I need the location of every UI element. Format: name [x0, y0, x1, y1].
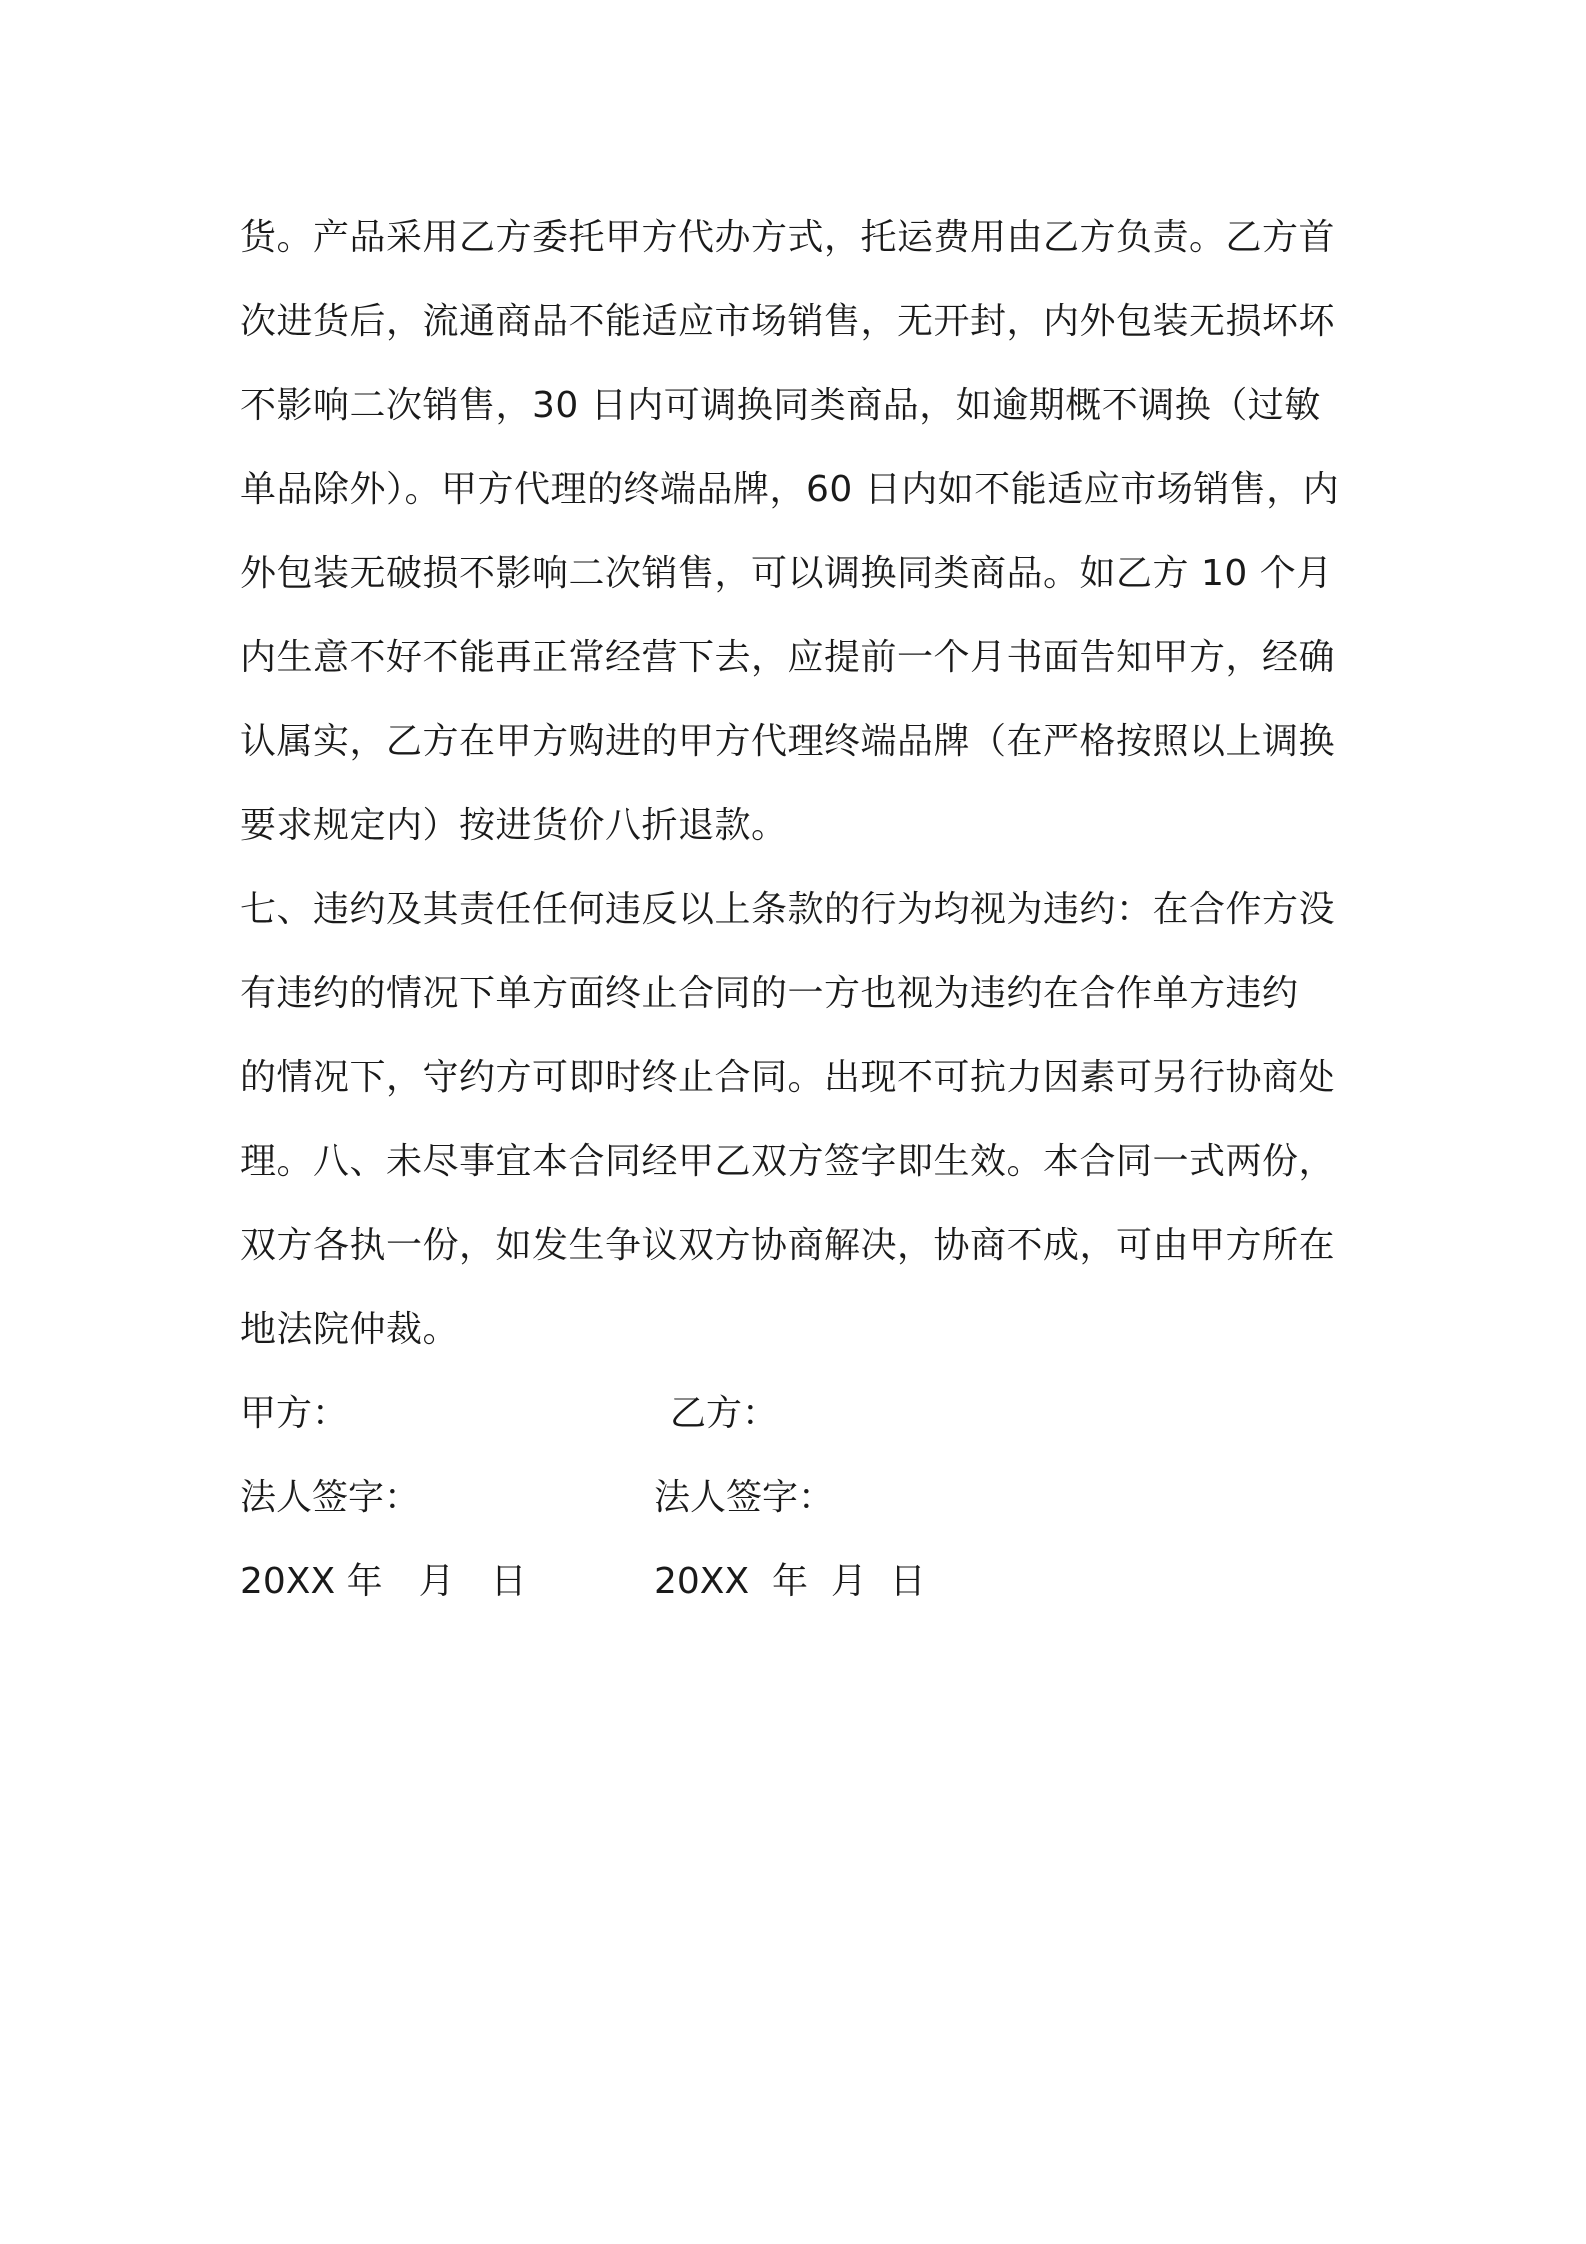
body-line: 货。产品采用乙方委托甲方代办方式，托运费用由乙方负责。乙方首	[240, 217, 1336, 258]
body-line: 有违约的情况下单方面终止合同的一方也视为违约在合作单方违约	[240, 973, 1299, 1014]
party-row	[240, 1372, 1356, 1456]
body-line: 的情况下，守约方可即时终止合同。出现不可抗力因素可另行协商处	[240, 1057, 1336, 1098]
date-row	[240, 1540, 1356, 1624]
signer-b-label: 法人签字：	[654, 1477, 835, 1518]
body-line: 认属实，乙方在甲方购进的甲方代理终端品牌（在严格按照以上调换	[240, 721, 1336, 762]
body-line: 地法院仲裁。	[240, 1309, 460, 1350]
signer-a-label: 法人签字：	[240, 1477, 421, 1518]
signer-row	[240, 1456, 1356, 1540]
body-line: 次进货后，流通商品不能适应市场销售，无开封，内外包装无损坏坏	[240, 301, 1336, 342]
party-a-label: 甲方：	[240, 1393, 349, 1434]
body-line: 单品除外）。甲方代理的终端品牌，60 日内如不能适应市场销售，内	[240, 469, 1340, 510]
contract-body	[240, 196, 1356, 1624]
body-line: 不影响二次销售，30 日内可调换同类商品，如逾期概不调换（过敏	[240, 385, 1321, 426]
body-line: 理。八、未尽事宜本合同经甲乙双方签字即生效。本合同一式两份，	[240, 1141, 1336, 1182]
party-b-label: 乙方：	[670, 1393, 779, 1434]
date-b: 20XX 年 月 日	[654, 1561, 926, 1602]
body-line: 外包装无破损不影响二次销售，可以调换同类商品。如乙方 10 个月	[240, 553, 1333, 594]
body-line: 七、违约及其责任任何违反以上条款的行为均视为违约：在合作方没	[240, 889, 1336, 930]
date-a: 20XX 年 月 日	[240, 1561, 527, 1602]
body-line: 要求规定内）按进货价八折退款。	[240, 805, 788, 846]
body-line: 内生意不好不能再正常经营下去，应提前一个月书面告知甲方，经确	[240, 637, 1336, 678]
body-line: 双方各执一份，如发生争议双方协商解决，协商不成，可由甲方所在	[240, 1225, 1336, 1266]
